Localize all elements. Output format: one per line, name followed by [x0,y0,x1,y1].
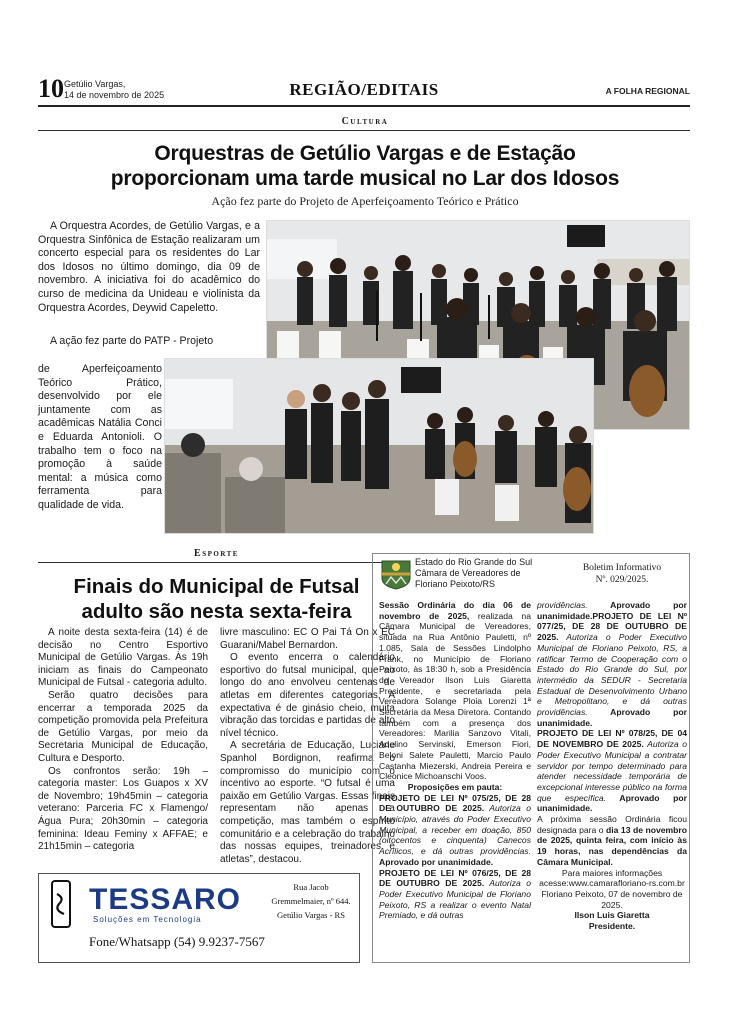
bill-076-text: Autoriza o Poder Executivo Municipal de Floriano Peixoto, RS a realizar o evento Natal Premiado, e dá outras [379,878,531,921]
group-photo [164,358,594,534]
smartphone-icon [51,880,71,930]
sport-headline-line2: adulto são nesta sexta-feira [81,600,352,623]
bill-076-heading: PROJETO DE LEI Nº 076/25, DE 28 DE OUTUBRO DE 2025. [379,867,531,889]
sport-paragraph: livre masculino: EC O Pai Tá On x EC Guarani/Mabel Bernardon. [220,627,395,651]
section-title: REGIÃO/EDITAIS [289,80,439,99]
bill-077-heading: PROJETO DE LEI Nº 077/25, DE 28 DE OUTUBRO DE 2025. [537,610,687,643]
sport-column-1 [38,627,208,854]
page-header [38,76,690,104]
pauta-heading: Proposições em pauta: [407,781,503,792]
ad-address [265,880,357,922]
header-city: Getúlio Vargas, [64,79,126,89]
ad-brand: TESSARO [89,883,242,916]
bill-075-text: Autoriza o Município, através do Poder Executivo Municipal, a receber em doação, 850 (oitocentos e cinquenta) Canecos Acrílicos, e dá outras providências. [379,803,531,857]
bill-076-result: Aprovado por unanimidade. [537,600,687,621]
sport-kicker: Esporte [194,548,239,559]
bill-076-continuation: providências. [537,600,588,610]
culture-rule [38,130,690,131]
ad-address-line1: Rua Jacob [293,882,329,892]
ad-tagline: Soluções em Tecnologia [93,915,202,924]
bill-075-heading: PROJETO DE LEI Nº 075/25, DE 28 DE OUTUBRO DE 2025. [379,792,531,814]
sport-paragraph: Os confrontos serão: 19h – categoria master: Los Guapos x XV de Novembro; 19h45min – categoria veterano: Parceria FC x Flamengo/Água Pura; 20h30min – categoria feminina: Ideau Feminy x AFFAE; e 21h15min – categoria [38,765,208,853]
bill-078-heading: PROJETO DE LEI Nº 078/25, DE 04 DE NOVEMBRO DE 2025. [537,728,687,750]
bill-078-result: Aprovado por unanimidade. [537,792,688,814]
more-info: Para maiores informações acesse:www.camarafloriano-rs.com.br [539,867,685,889]
sport-paragraph: Serão quatro decisões para encerrar a temporada 2025 da competição promovida pela Prefeitura de Getúlio Vargas, por meio da Secretaria Municipal de Educação, Cultura e Desporto. [38,689,208,764]
sport-paragraph: A secretária de Educação, Luciane Spanhol Bordignon, reafirma o compromisso do município com o incentivo ao esporte. “O futsal é uma paixão em Getúlio Vargas. Essas finais representam não apenas a competição, mas também o espírito comunitário e a celebração do trabalho das nossas equipes, treinadores e atletas”, destacou. [220,740,395,865]
boletim-state: Estado do Rio Grande do Sul [415,557,533,567]
bill-077-text: Autoriza o Poder Executivo Municipal de Floriano Peixoto, RS, a ratificar Termo de Cooperação com o Estado do Rio Grande do Sul, por intermédio da SEDUR - Secretaria Estadual de Desenvolvimento Urbano e Metropolitano, e dá outras providências. [537,632,687,718]
bill-075-result: Aprovado por unanimidade. [379,856,494,867]
culture-headline [60,141,670,191]
ad-address-line2: Gremmelmaier, nº 644. [271,896,351,906]
tessaro-advertisement [38,873,360,963]
header-divider [38,105,690,107]
ad-address-line3: Getúlio Vargas - RS [277,910,345,920]
boletim-column-1 [379,600,531,921]
municipal-seal-icon [379,558,413,590]
next-session-date: dia 13 de novembro de 2025, quinta feira, com início às 19 horas, nas dependências da Câmara Municipal. [537,824,687,867]
boletim-column-2 [537,600,687,932]
sport-column-2 [220,627,395,866]
page-number: 10 [38,74,64,103]
session-heading: Sessão Ordinária do dia 06 de novembro de 2025, [379,600,531,621]
signoff-date: Floriano Peixoto, 07 de novembro de 2025. [541,888,683,910]
next-session-text: A próxima sessão Ordinária ficou designada para o [537,814,687,835]
signer-name: Ilson Luis Giaretta [574,910,650,921]
culture-kicker: Cultura [341,116,389,127]
culture-headline-line2: proporcionam uma tarde musical no Lar dos Idosos [110,167,620,190]
sport-rule [38,562,395,563]
culture-paragraph-3: de Aperfeiçoamento Teórico Prático, desenvolvido por ele juntamente com as acadêmicas Natália Conci e Eduarda Antonioli. O trabalho tem o foco na promoção à saúde mental: a música como ferramenta para qualidade de vida. [38,363,162,511]
newspaper-name: A FOLHA REGIONAL [605,86,690,96]
group-photo-illustration [165,359,594,534]
bill-078-text: Autoriza o Poder Executivo Municipal a contratar servidor por tempo determinado para atender necessidade temporária de excepcional interesse público na forma que específica. [537,739,688,803]
sport-headline [38,574,395,624]
bill-077-result: Aprovado por unanimidade. [537,707,687,728]
boletim-city: Floriano Peixoto/RS [415,579,496,589]
sport-paragraph: O evento encerra o calendário esportivo do futsal municipal, que ao longo do ano envolveu centenas de atletas em diferentes categorias. A expectativa é de ginásio cheio, muita vibração das torcidas e partidas de alto nível técnico. [220,652,395,739]
sport-paragraph: A noite desta sexta-feira (14) é de decisão no Centro Esportivo Municipal de Getúlio Vargas. Às 19h iniciam as finais do Campeonato Municipal de Futsal - categoria adulto. [38,627,208,689]
culture-paragraph-2: A ação fez parte do PATP - Projeto [50,335,214,347]
culture-subhead: Ação fez parte do Projeto de Aperfeiçoamento Teórico e Prático [211,194,519,208]
boletim-camara: Câmara de Vereadores de [415,568,521,578]
boletim-number: Nº. 029/2025. [595,575,649,585]
boletim-box [372,553,690,963]
culture-paragraph-1: A Orquestra Acordes, de Getúlio Vargas, e a Orquestra Sinfônica de Estação realizaram um concerto especial para os residentes do Lar dos Idosos no último domingo, dia 09 de novembro. A iniciativa foi do acadêmico do curso de medicina da Unideau e violinista da Orquestra Acordes, Deywid Capeletto. [38,220,260,314]
boletim-title: Boletim Informativo [582,563,662,573]
signer-role: Presidente. [588,921,636,932]
sport-headline-line1: Finais do Municipal de Futsal [73,575,360,598]
ad-phone: Fone/Whatsapp (54) 9.9237-7567 [89,934,265,949]
culture-headline-line1: Orquestras de Getúlio Vargas e de Estação [154,142,576,165]
header-date: 14 de novembro de 2025 [64,90,165,100]
session-text: realizada na Câmara Municipal de Vereadores, situada na Rua Antônio Pauletti, nº 1.085, Sala de Sessões Lindolpho Frank, no Município de Floriano Peixoto, às 18:30 h, sob a Presidência do Vereador Ilson Luis Giaretta Presidente, e secretariada pela Vereadora Solange Ploia Lorenzi 1ª Secretária da Mesa Diretora. Contando também com a presença dos Vereadores: Marilia Sanzovo Vitali, Adelino Servinski, Emerson Fiori, Beloni Salete Pauletti, Marcio Paulo Castanha Miezerski, Andreia Pereira e Cleonice Michoanschi Voos. [379,610,531,782]
